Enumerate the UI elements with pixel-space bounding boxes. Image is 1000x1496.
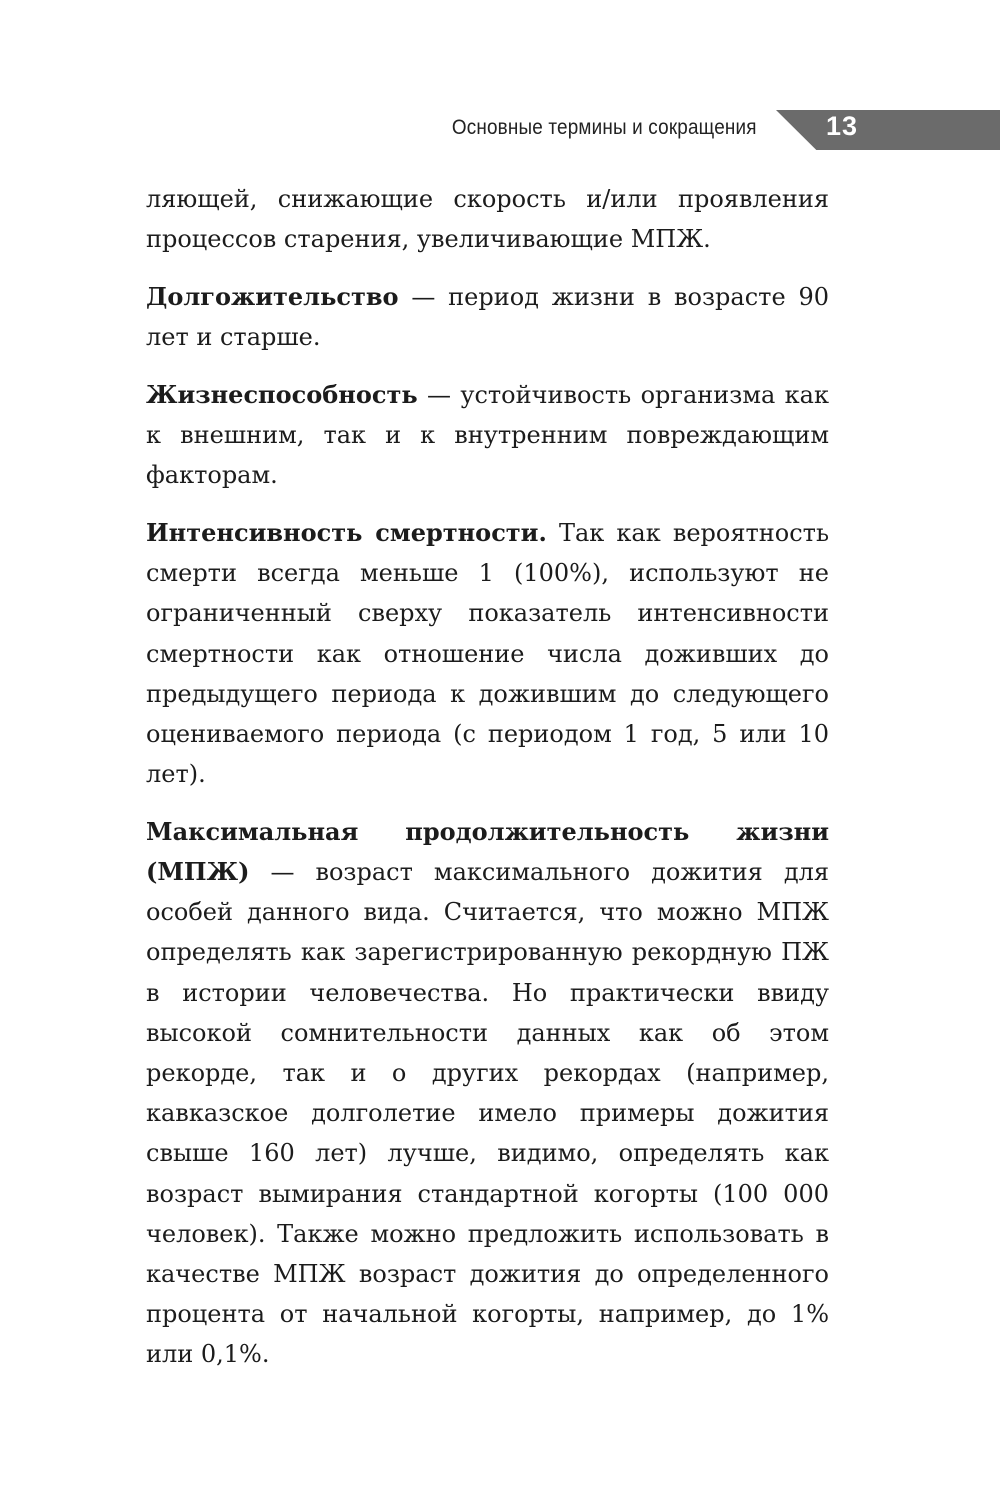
entry-definition: — возраст максимального дожития для особей данного вида. Считается, что можно МПЖ определять как зарегистрированную рекордную ПЖ в истории человечества. Но практически ввиду высокой сомнительности данных как об этом рекорде, так и о других рекордах (например, кавказское долголетие имело примеры дожития свыше 160 лет) лучше, видимо, определять как возраст вымирания стандартной когорты (100 000 человек). Также можно предложить использовать в качестве МПЖ возраст дожития до определенного процента от начальной когорты, например, до 1% или 0,1%. bbox=[146, 858, 829, 1369]
running-title: Основные термины и сокращения bbox=[452, 116, 757, 139]
page-number: 13 bbox=[826, 111, 859, 141]
entry-term: Долгожительство bbox=[146, 281, 399, 311]
entry-term: Жизнеспособность bbox=[146, 379, 418, 409]
continuation-paragraph: ляющей, снижающие скорость и/или проявления процессов старения, увеличивающие МПЖ. bbox=[146, 185, 829, 254]
entry-definition: — устойчивость организма как к внешним, так и к внутренним повреждающим факторам. bbox=[146, 380, 829, 490]
entry-longevity bbox=[146, 277, 829, 357]
entry-mortality-intensity bbox=[146, 513, 829, 794]
entry-max-lifespan bbox=[146, 812, 829, 1375]
running-header bbox=[0, 110, 1000, 150]
page-number-tab bbox=[776, 110, 1000, 150]
entry-term-abbreviation: (МПЖ) bbox=[146, 857, 250, 887]
entry-viability bbox=[146, 375, 829, 496]
entry-term: Максимальная продолжительность жизни bbox=[146, 816, 829, 846]
entry-definition: Так как вероятность смерти всегда меньше 1 (100%), используют не ограниченный сверху показатель интенсивности смертности как отношение числа доживших до предыдущего периода к дожившим до следующего оцениваемого периода (с периодом 1 год, 5 или 10 лет). bbox=[146, 518, 830, 789]
page-body bbox=[146, 179, 829, 1392]
entry-term: Интенсивность смертности. bbox=[146, 517, 547, 547]
entry-definition: — период жизни в возрасте 90 лет и старше. bbox=[146, 282, 829, 352]
